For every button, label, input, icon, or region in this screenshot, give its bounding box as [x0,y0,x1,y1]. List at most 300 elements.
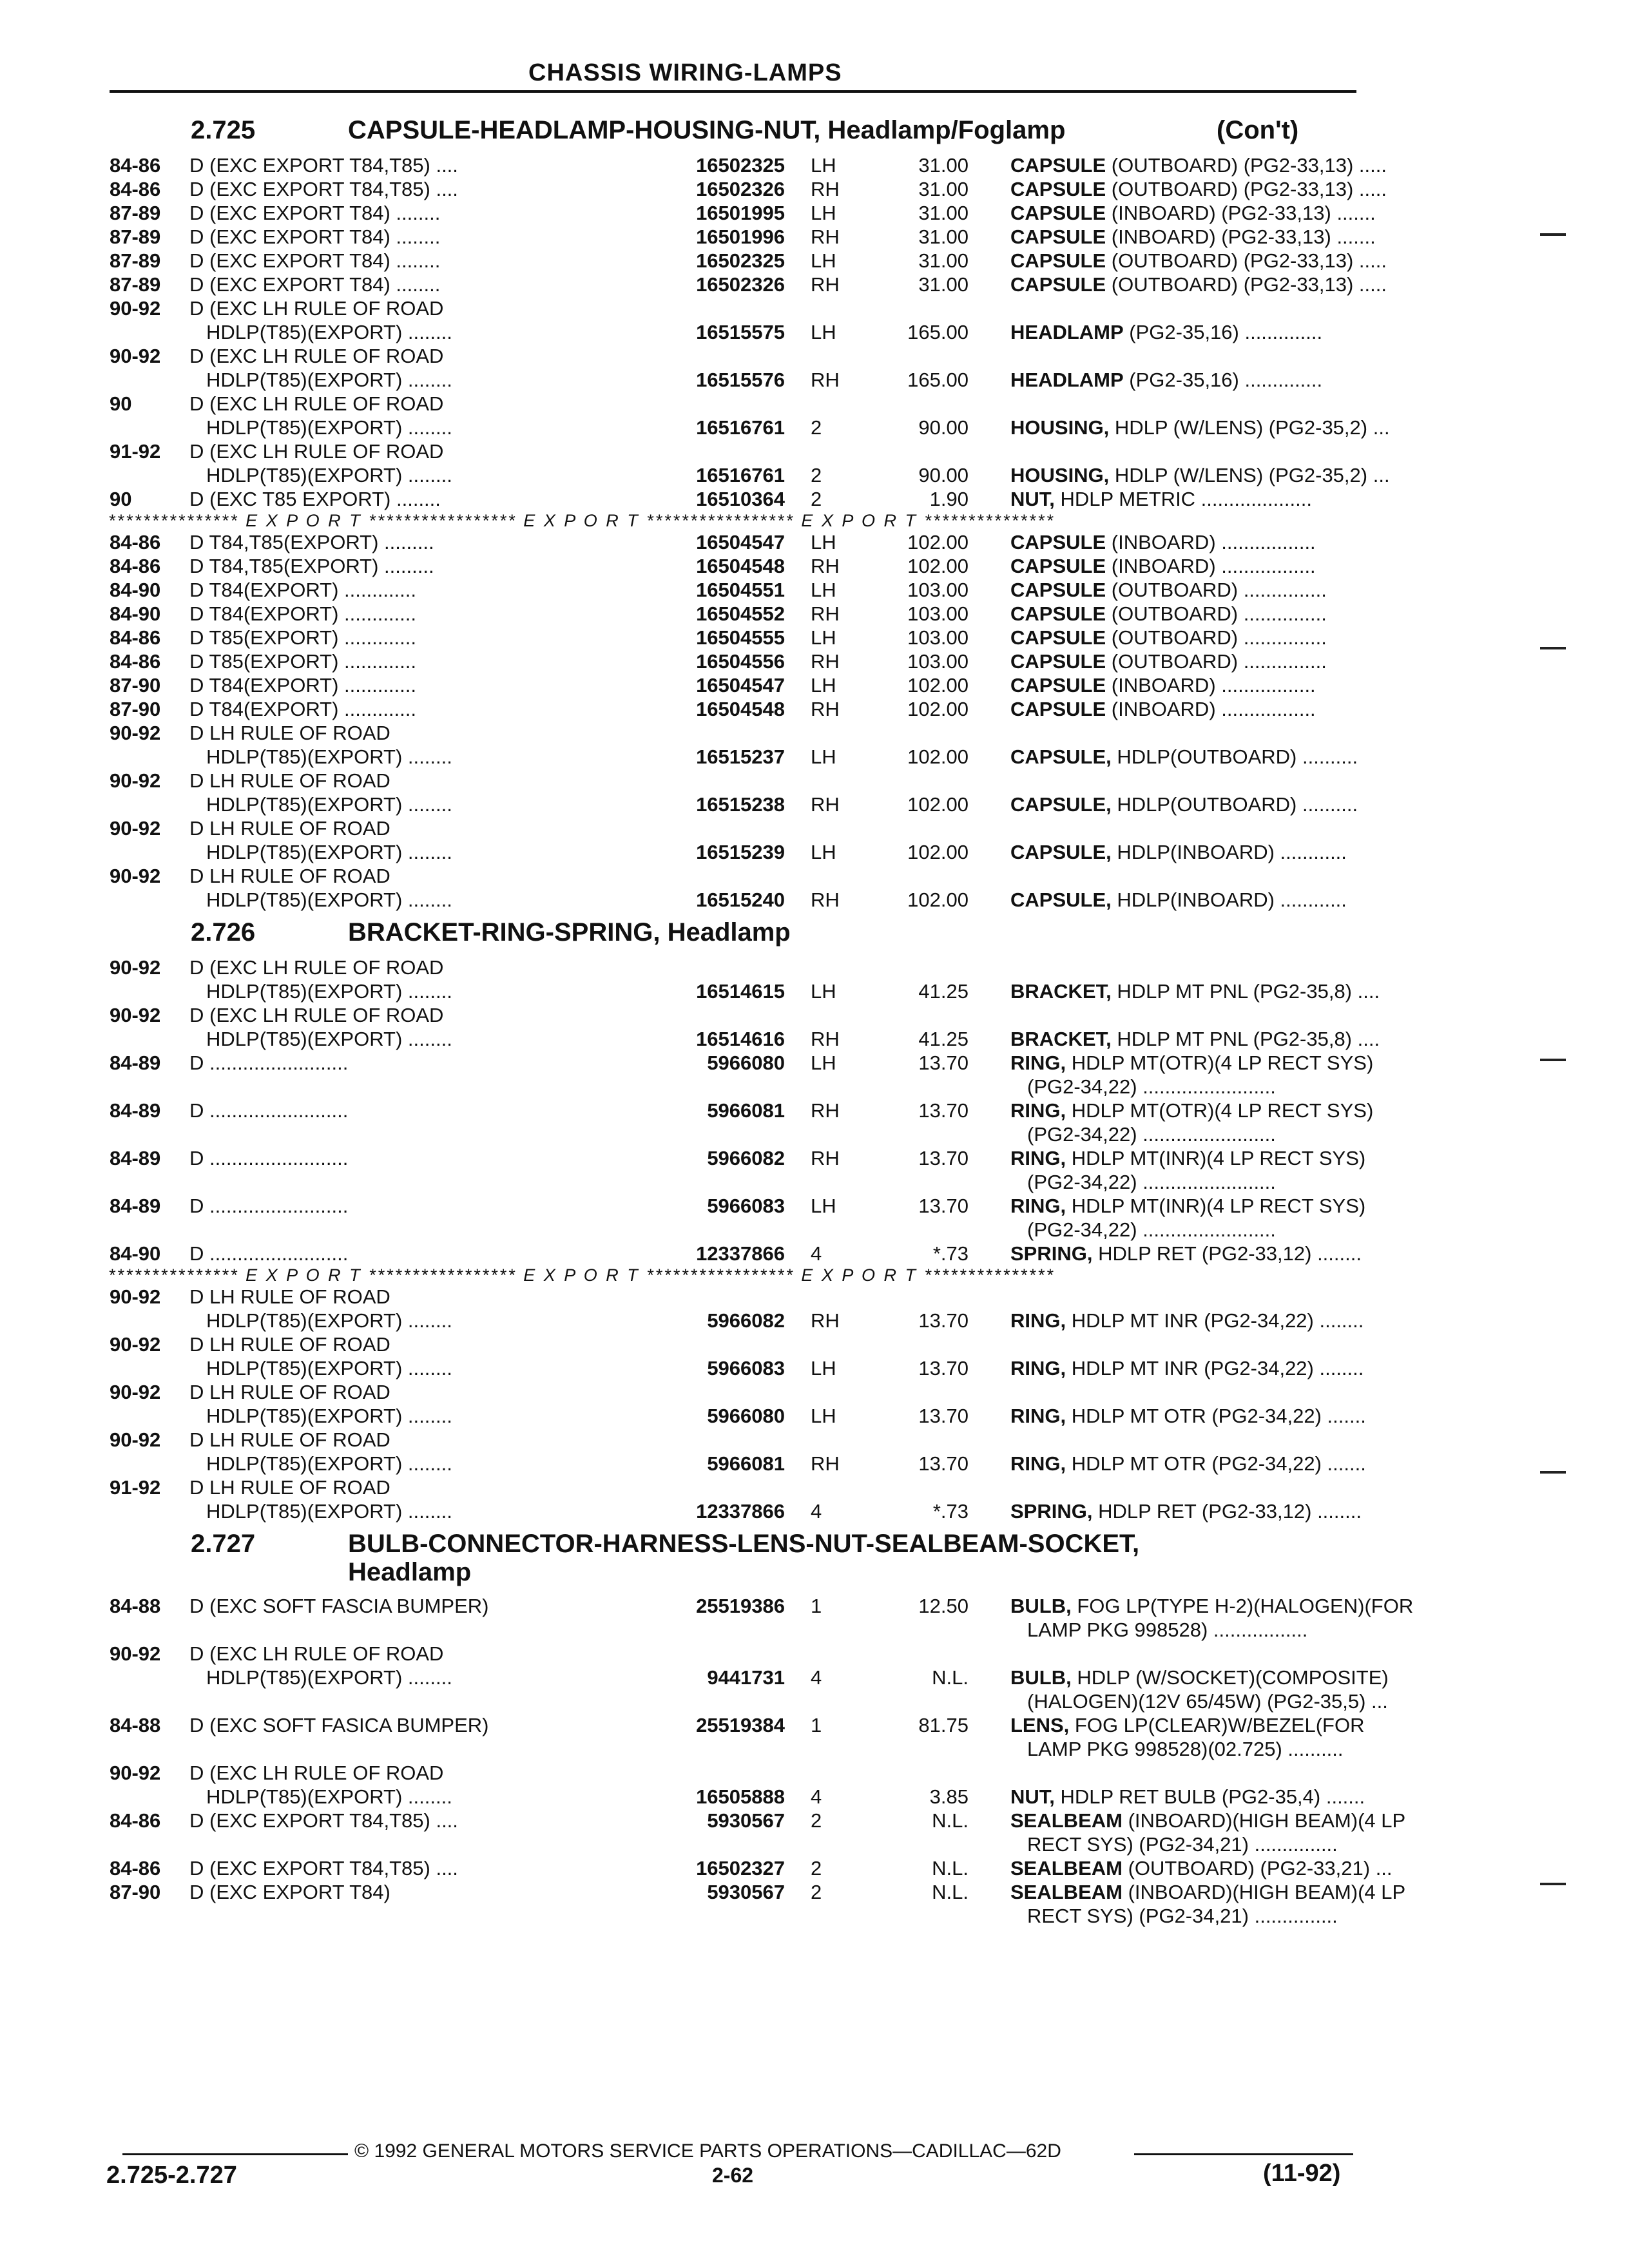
quantity: LH [811,626,836,649]
part-keyword: HEADLAMP [1010,369,1124,391]
usage-description-line2: HDLP(T85)(EXPORT) ........ [206,321,452,343]
part-number: 16514616 [696,1028,785,1050]
part-keyword: BULB, [1010,1595,1072,1617]
part-name: RING, HDLP MT INR (PG2-34,22) ........ [1010,1357,1364,1379]
usage-description: D LH RULE OF ROAD [189,1333,390,1356]
model-years: 84-86 [110,626,161,649]
part-name: CAPSULE, HDLP(OUTBOARD) .......... [1010,745,1358,768]
model-years: 90-92 [110,1381,161,1403]
table-row [108,697,1362,721]
table-row [108,1051,1374,1099]
table-row [108,1475,1362,1523]
part-number: 5966080 [707,1052,785,1074]
margin-tick [1540,1883,1566,1885]
table-row [108,1809,1406,1856]
quantity: RH [811,1309,840,1332]
usage-description: D LH RULE OF ROAD [189,1476,390,1499]
quantity: LH [811,202,836,224]
price: 31.00 [918,154,969,177]
table-row [108,554,1362,578]
usage-description: D (EXC EXPORT T84,T85) .... [189,154,458,177]
usage-description: D ......................... [189,1099,349,1122]
quantity: RH [811,1452,840,1475]
model-years: 90-92 [110,817,161,840]
usage-description-line2: HDLP(T85)(EXPORT) ........ [206,889,452,911]
model-years: 90-92 [110,345,161,367]
table-row [108,602,1362,626]
quantity: LH [811,321,836,343]
part-number: 16504556 [696,650,785,673]
model-years: 84-86 [110,531,161,553]
part-keyword: CAPSULE [1010,531,1106,553]
price: *.73 [932,1242,969,1265]
quantity: RH [811,273,840,296]
quantity: RH [811,1028,840,1050]
table-row [108,177,1387,201]
quantity: LH [811,745,836,768]
page-number: 2-62 [712,2164,754,2187]
part-number: 16515575 [696,321,785,343]
part-name: CAPSULE (INBOARD) ................. [1010,698,1316,720]
part-keyword: HOUSING, [1010,416,1110,439]
table-row [108,225,1376,249]
running-head: CHASSIS WIRING-LAMPS [528,59,842,86]
part-number: 5966083 [707,1195,785,1217]
usage-description: D T84(EXPORT) ............. [189,602,416,625]
model-years: 87-89 [110,249,161,272]
part-keyword: CAPSULE [1010,226,1106,248]
part-number: 16504547 [696,674,785,697]
usage-description: D (EXC LH RULE OF ROAD [189,1004,444,1026]
quantity: 4 [811,1500,822,1523]
table-row [108,769,1362,816]
quantity: RH [811,1099,840,1122]
model-years: 84-89 [110,1099,161,1122]
part-number: 16514615 [696,980,785,1003]
usage-description: D (EXC LH RULE OF ROAD [189,956,444,979]
usage-description: D (EXC SOFT FASICA BUMPER) [189,1714,489,1736]
usage-description: D (EXC SOFT FASCIA BUMPER) [189,1595,489,1617]
quantity: LH [811,579,836,601]
part-name: BRACKET, HDLP MT PNL (PG2-35,8) .... [1010,980,1380,1003]
part-keyword: SPRING, [1010,1500,1093,1523]
usage-description-line2: HDLP(T85)(EXPORT) ........ [206,745,452,768]
table-row [108,296,1362,344]
part-number: 5966081 [707,1099,785,1122]
part-name-line2: (PG2-34,22) ........................ [1027,1123,1276,1146]
part-name: RING, HDLP MT(INR)(4 LP RECT SYS) [1010,1195,1366,1217]
quantity: LH [811,1357,836,1379]
quantity: RH [811,698,840,720]
model-years: 90-92 [110,956,161,979]
part-keyword: RING, [1010,1452,1066,1475]
part-name: CAPSULE (OUTBOARD) (PG2-33,13) ..... [1010,178,1387,200]
part-name: CAPSULE (OUTBOARD) (PG2-33,13) ..... [1010,273,1387,296]
part-name: RING, HDLP MT OTR (PG2-34,22) ....... [1010,1405,1366,1427]
quantity: 4 [811,1785,822,1808]
quantity: RH [811,226,840,248]
price: N.L. [932,1809,969,1832]
part-name: BULB, FOG LP(TYPE H-2)(HALOGEN)(FOR [1010,1595,1414,1617]
model-years: 90-92 [110,769,161,792]
part-keyword: CAPSULE, [1010,745,1112,768]
quantity: LH [811,841,836,863]
part-name-line2: (PG2-34,22) ........................ [1027,1171,1276,1193]
part-name: CAPSULE (INBOARD) ................. [1010,674,1316,697]
price: 31.00 [918,226,969,248]
table-row [108,673,1362,697]
usage-description-line2: HDLP(T85)(EXPORT) ........ [206,1666,452,1689]
part-keyword: CAPSULE [1010,698,1106,720]
usage-description: D (EXC EXPORT T84,T85) .... [189,1857,458,1879]
table-row [108,1242,1362,1265]
price: 165.00 [907,321,969,343]
usage-description-line2: HDLP(T85)(EXPORT) ........ [206,1405,452,1427]
part-name: CAPSULE (INBOARD) ................. [1010,555,1316,577]
quantity: RH [811,793,840,816]
usage-description-line2: HDLP(T85)(EXPORT) ........ [206,1309,452,1332]
part-number: 5930567 [707,1881,785,1903]
footer-rule-left [122,2153,348,2155]
part-name: RING, HDLP MT(OTR)(4 LP RECT SYS) [1010,1099,1374,1122]
price: 13.70 [918,1452,969,1475]
part-number: 16504551 [696,579,785,601]
table-row [108,1380,1366,1428]
part-keyword: CAPSULE [1010,555,1106,577]
part-name: SPRING, HDLP RET (PG2-33,12) ........ [1010,1500,1362,1523]
usage-description-line2: HDLP(T85)(EXPORT) ........ [206,980,452,1003]
table-row [108,1761,1365,1809]
usage-description-line2: HDLP(T85)(EXPORT) ........ [206,416,452,439]
price: 165.00 [907,369,969,391]
part-keyword: SEALBEAM [1010,1809,1123,1832]
table-row [108,1146,1366,1194]
part-keyword: CAPSULE [1010,579,1106,601]
margin-tick [1540,233,1566,236]
part-name: CAPSULE (OUTBOARD) ............... [1010,602,1327,625]
usage-description: D (EXC LH RULE OF ROAD [189,297,444,320]
quantity: LH [811,980,836,1003]
part-name: BULB, HDLP (W/SOCKET)(COMPOSITE) [1010,1666,1389,1689]
part-number: 16515238 [696,793,785,816]
part-keyword: CAPSULE [1010,249,1106,272]
model-years: 87-90 [110,1881,161,1903]
part-name: HOUSING, HDLP (W/LENS) (PG2-35,2) ... [1010,416,1390,439]
part-name: CAPSULE (OUTBOARD) ............... [1010,626,1327,649]
price: N.L. [932,1666,969,1689]
part-number: 16502326 [696,178,785,200]
part-name: CAPSULE (OUTBOARD) (PG2-33,13) ..... [1010,154,1387,177]
margin-tick [1540,1471,1566,1474]
price: 102.00 [907,555,969,577]
price: 103.00 [907,602,969,625]
section-heading [108,116,1362,153]
part-name: CAPSULE, HDLP(INBOARD) ............ [1010,841,1347,863]
price: 13.70 [918,1405,969,1427]
model-years: 90-92 [110,1333,161,1356]
part-keyword: SEALBEAM [1010,1857,1123,1879]
price: N.L. [932,1857,969,1879]
part-number: 16501996 [696,226,785,248]
part-number: 16502325 [696,154,785,177]
quantity: 2 [811,1857,822,1879]
part-name: CAPSULE (INBOARD) (PG2-33,13) ....... [1010,202,1376,224]
price: 90.00 [918,416,969,439]
part-keyword: CAPSULE [1010,602,1106,625]
usage-description: D T84(EXPORT) ............. [189,579,416,601]
price: *.73 [932,1500,969,1523]
quantity: LH [811,1405,836,1427]
usage-description: D (EXC EXPORT T84) ........ [189,273,441,296]
part-number: 16515237 [696,745,785,768]
quantity: LH [811,674,836,697]
usage-description: D ......................... [189,1242,349,1265]
section-title-continued: Headlamp [348,1558,472,1586]
price: 103.00 [907,626,969,649]
margin-tick [1540,1059,1566,1061]
part-number: 16501995 [696,202,785,224]
usage-description: D T84(EXPORT) ............. [189,698,416,720]
part-number: 5966082 [707,1147,785,1169]
part-number: 5930567 [707,1809,785,1832]
quantity: LH [811,154,836,177]
part-number: 16504547 [696,531,785,553]
usage-description: D T84,T85(EXPORT) ......... [189,531,434,553]
section-number: 2.725 [191,116,256,144]
quantity: RH [811,602,840,625]
model-years: 87-89 [110,202,161,224]
model-years: 84-86 [110,1857,161,1879]
part-name: RING, HDLP MT INR (PG2-34,22) ........ [1010,1309,1364,1332]
usage-description: D LH RULE OF ROAD [189,1381,390,1403]
price: 13.70 [918,1099,969,1122]
usage-description: D (EXC EXPORT T84) ........ [189,226,441,248]
price: 102.00 [907,793,969,816]
model-years: 91-92 [110,1476,161,1499]
quantity: 2 [811,1809,822,1832]
part-name-line2: RECT SYS) (PG2-34,21) ............... [1027,1833,1338,1856]
table-row [108,1856,1393,1880]
usage-description-line2: HDLP(T85)(EXPORT) ........ [206,1500,452,1523]
part-keyword: CAPSULE [1010,674,1106,697]
table-row [108,1594,1414,1642]
part-name: SPRING, HDLP RET (PG2-33,12) ........ [1010,1242,1362,1265]
quantity: 4 [811,1242,822,1265]
part-keyword: RING, [1010,1357,1066,1379]
date-code: (11-92) [1263,2160,1341,2187]
part-number: 16504552 [696,602,785,625]
part-name: HEADLAMP (PG2-35,16) .............. [1010,369,1323,391]
model-years: 90-92 [110,1762,161,1784]
part-number: 16502326 [696,273,785,296]
usage-description: D LH RULE OF ROAD [189,769,390,792]
usage-description: D ......................... [189,1195,349,1217]
model-years: 84-86 [110,1809,161,1832]
quantity: 2 [811,464,822,486]
part-keyword: CAPSULE [1010,650,1106,673]
usage-description-line2: HDLP(T85)(EXPORT) ........ [206,1028,452,1050]
usage-description-line2: HDLP(T85)(EXPORT) ........ [206,1452,452,1475]
part-keyword: LENS, [1010,1714,1070,1736]
part-name: HEADLAMP (PG2-35,16) .............. [1010,321,1323,343]
part-number: 16504548 [696,555,785,577]
price: 102.00 [907,841,969,863]
part-number: 16516761 [696,464,785,486]
model-years: 90-92 [110,297,161,320]
footer-rule-right [1134,2153,1353,2155]
model-years: 84-86 [110,154,161,177]
table-row [108,1003,1380,1051]
part-name: CAPSULE (OUTBOARD) ............... [1010,650,1327,673]
table-row [108,249,1387,273]
part-number: 12337866 [696,1242,785,1265]
price: 103.00 [907,579,969,601]
part-keyword: CAPSULE [1010,273,1106,296]
usage-description: D (EXC EXPORT T84,T85) .... [189,178,458,200]
table-row [108,1642,1389,1713]
quantity: 1 [811,1714,822,1736]
copyright-line: © 1992 GENERAL MOTORS SERVICE PARTS OPERATIONS—CADILLAC—62D [354,2140,1061,2162]
part-number: 16515240 [696,889,785,911]
part-keyword: CAPSULE, [1010,841,1112,863]
section-heading [108,1530,1362,1594]
price: 102.00 [907,674,969,697]
section-number: 2.727 [191,1530,256,1558]
price: 81.75 [918,1714,969,1736]
quantity: RH [811,369,840,391]
price: 3.85 [929,1785,969,1808]
model-years: 84-89 [110,1052,161,1074]
usage-description: D T84,T85(EXPORT) ......... [189,555,434,577]
model-years: 84-86 [110,178,161,200]
model-years: 87-89 [110,226,161,248]
parts-listing [108,110,1414,1928]
price: 90.00 [918,464,969,486]
section-heading [108,918,1362,956]
table-row [108,1099,1374,1146]
part-number: 16516761 [696,416,785,439]
usage-description: D LH RULE OF ROAD [189,1428,390,1451]
usage-description: D (EXC EXPORT T84) ........ [189,249,441,272]
part-name: LENS, FOG LP(CLEAR)W/BEZEL(FOR [1010,1714,1365,1736]
usage-description: D (EXC EXPORT T84) ........ [189,202,441,224]
part-name: SEALBEAM (INBOARD)(HIGH BEAM)(4 LP [1010,1809,1406,1832]
part-name-line2: (PG2-34,22) ........................ [1027,1075,1276,1098]
part-keyword: CAPSULE [1010,178,1106,200]
section-title: CAPSULE-HEADLAMP-HOUSING-NUT, Headlamp/Foglamp [348,116,1066,144]
quantity: LH [811,1052,836,1074]
part-number: 9441731 [707,1666,785,1689]
part-number: 25519384 [696,1714,785,1736]
part-number: 5966082 [707,1309,785,1332]
part-keyword: RING, [1010,1405,1066,1427]
part-name: CAPSULE, HDLP(INBOARD) ............ [1010,889,1347,911]
price: 102.00 [907,531,969,553]
usage-description: D LH RULE OF ROAD [189,722,390,744]
section-range: 2.725-2.727 [106,2162,237,2189]
quantity: 2 [811,1881,822,1903]
usage-description-line2: HDLP(T85)(EXPORT) ........ [206,464,452,486]
usage-description: D (EXC LH RULE OF ROAD [189,1642,444,1665]
part-name: NUT, HDLP RET BULB (PG2-35,4) ....... [1010,1785,1365,1808]
section-title: BRACKET-RING-SPRING, Headlamp [348,918,791,947]
usage-description: D (EXC LH RULE OF ROAD [189,345,444,367]
price: 13.70 [918,1195,969,1217]
usage-description-line2: HDLP(T85)(EXPORT) ........ [206,1357,452,1379]
price: 31.00 [918,202,969,224]
part-keyword: CAPSULE, [1010,889,1112,911]
table-row [108,1332,1362,1380]
part-number: 16515576 [696,369,785,391]
usage-description: D LH RULE OF ROAD [189,1285,390,1308]
table-row [108,153,1387,177]
usage-description: D T84(EXPORT) ............. [189,674,416,697]
price: 13.70 [918,1052,969,1074]
part-keyword: RING, [1010,1309,1066,1332]
model-years: 90-92 [110,1004,161,1026]
model-years: 90-92 [110,722,161,744]
part-number: 16505888 [696,1785,785,1808]
part-keyword: BRACKET, [1010,1028,1112,1050]
part-name: HOUSING, HDLP (W/LENS) (PG2-35,2) ... [1010,464,1390,486]
model-years: 84-86 [110,555,161,577]
model-years: 87-90 [110,674,161,697]
part-keyword: SPRING, [1010,1242,1093,1265]
table-row [108,344,1362,392]
part-name: RING, HDLP MT OTR (PG2-34,22) ....... [1010,1452,1366,1475]
model-years: 87-90 [110,698,161,720]
table-row [108,626,1362,649]
part-name: BRACKET, HDLP MT PNL (PG2-35,8) .... [1010,1028,1380,1050]
price: 31.00 [918,249,969,272]
part-name-line2: LAMP PKG 998528) ................. [1027,1619,1308,1641]
model-years: 90 [110,392,132,415]
usage-description: D ......................... [189,1147,349,1169]
table-row [108,273,1387,296]
model-years: 91-92 [110,440,161,463]
table-row [108,201,1376,225]
table-row [108,487,1362,511]
model-years: 90-92 [110,1285,161,1308]
usage-description-line2: HDLP(T85)(EXPORT) ........ [206,1785,452,1808]
price: 13.70 [918,1309,969,1332]
usage-description: D (EXC LH RULE OF ROAD [189,392,444,415]
quantity: 2 [811,488,822,510]
part-keyword: RING, [1010,1195,1066,1217]
part-number: 16510364 [696,488,785,510]
part-name: CAPSULE (INBOARD) ................. [1010,531,1316,553]
part-number: 5966080 [707,1405,785,1427]
usage-description: D (EXC EXPORT T84) [189,1881,390,1903]
table-row [108,392,1390,439]
model-years: 84-90 [110,602,161,625]
part-name-line2: RECT SYS) (PG2-34,21) ............... [1027,1905,1338,1927]
part-number: 16504555 [696,626,785,649]
quantity: LH [811,249,836,272]
table-row [108,439,1390,487]
price: 102.00 [907,745,969,768]
table-row [108,1880,1406,1928]
table-row [108,1285,1362,1332]
table-row [108,578,1362,602]
part-keyword: SEALBEAM [1010,1881,1123,1903]
usage-description-line2: HDLP(T85)(EXPORT) ........ [206,841,452,863]
model-years: 90-92 [110,1428,161,1451]
price: 12.50 [918,1595,969,1617]
part-name-line2: LAMP PKG 998528)(02.725) .......... [1027,1738,1344,1760]
part-number: 12337866 [696,1500,785,1523]
model-years: 84-88 [110,1714,161,1736]
